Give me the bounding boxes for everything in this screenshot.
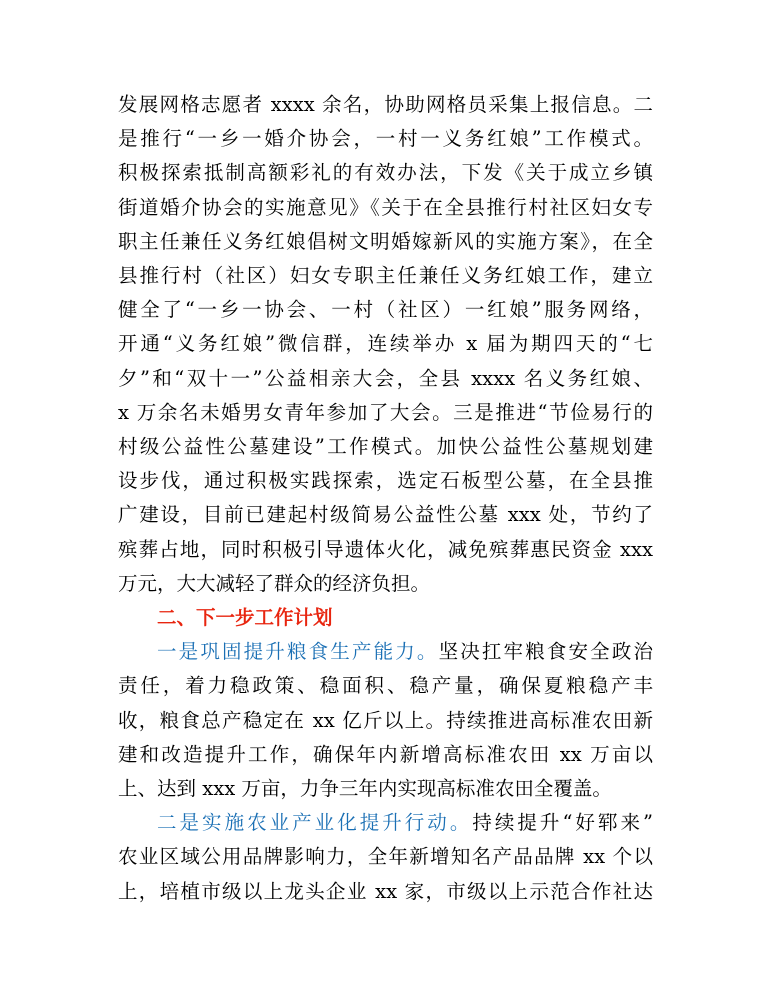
text-line: 健全了“一乡一协会、一村（社区）一红娘”服务网络， — [118, 298, 653, 322]
text-line: 上，培植市级以上龙头企业 xx 家，市级以上示范合作社达 — [118, 879, 653, 903]
text-line: 开通“义务红娘”微信群，连续举办 x 届为期四天的“七 — [118, 332, 653, 356]
text-line: 上、达到 xxx 万亩，力争三年内实现高标准农田全覆盖。 — [118, 777, 612, 801]
text-line: 收，粮食总产稳定在 xx 亿斤以上。持续推进高标准农田新 — [118, 708, 653, 732]
item-lead-rest: 持续提升“好郓来” — [472, 811, 653, 835]
item-lead-rest: 坚决扛牢粮食安全政治 — [438, 640, 653, 664]
text-line: 县推行村（社区）妇女专职主任兼任义务红娘工作，建立 — [118, 264, 653, 288]
text-line: 建和改造提升工作，确保年内新增高标准农田 xx 万亩以 — [118, 742, 653, 766]
text-line: 农业区域公用品牌影响力，全年新增知名产品品牌 xx 个以 — [118, 845, 653, 869]
text-line — [118, 806, 653, 840]
text-line: 责任，着力稳政策、稳面积、稳产量，确保夏粮稳产丰 — [118, 674, 653, 698]
text-line: 广建设，目前已建起村级简易公益性公墓 xxx 处，节约了 — [118, 503, 653, 527]
text-line: 设步伐，通过积极实践探索，选定石板型公墓，在全县推 — [118, 469, 653, 493]
text-line: 村级公益性公墓建设”工作模式。加快公益性公墓规划建 — [118, 435, 653, 459]
paragraph-grain-production — [118, 635, 653, 806]
paragraph-agri-industrialization — [118, 806, 653, 909]
text-line: 夕”和“双十一”公益相亲大会，全县 xxxx 名义务红娘、 — [118, 366, 653, 390]
text-line: x 万余名未婚男女青年参加了大会。三是推进“节俭易行的 — [118, 400, 653, 424]
item-lead: 二是实施农业产业化提升行动。 — [157, 811, 473, 835]
text-line: 万元，大大减轻了群众的经济负担。 — [118, 571, 431, 595]
item-lead: 一是巩固提升粮食生产能力。 — [157, 640, 439, 664]
document-body — [118, 88, 653, 909]
text-line: 积极探索抵制高额彩礼的有效办法，下发《关于成立乡镇 — [118, 161, 653, 185]
paragraph-social-work — [118, 88, 653, 601]
text-line: 殡葬占地，同时积极引导遗体火化，减免殡葬惠民资金 xxx — [118, 537, 653, 561]
text-line: 街道婚介协会的实施意见》《关于在全县推行村社区妇女专 — [118, 195, 653, 219]
text-line: 是推行“一乡一婚介协会，一村一义务红娘”工作模式。 — [118, 127, 653, 151]
text-line: 职主任兼任义务红娘倡树文明婚嫁新风的实施方案》，在全 — [118, 229, 653, 253]
text-line — [118, 635, 653, 669]
section-heading: 二、下一步工作计划 — [157, 606, 333, 630]
text-line: 发展网格志愿者 xxxx 余名，协助网格员采集上报信息。二 — [118, 93, 653, 116]
